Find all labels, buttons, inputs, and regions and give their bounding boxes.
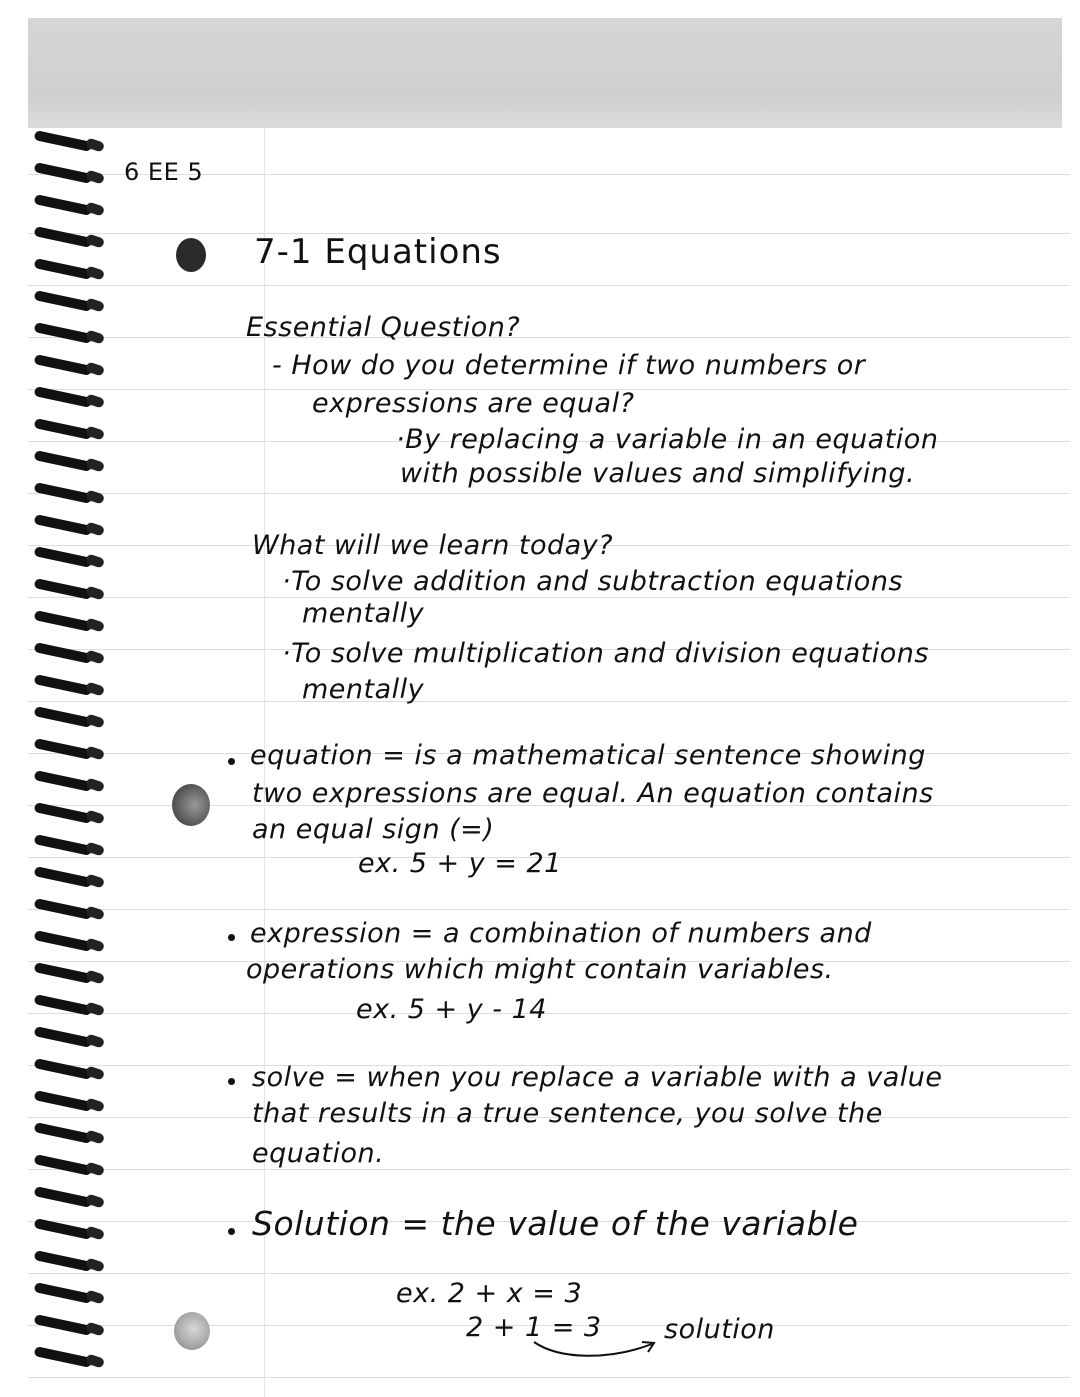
punch-hole-middle [172, 784, 210, 826]
learn-item-2-line-2: mentally [302, 674, 425, 705]
learn-heading: What will we learn today? [252, 530, 614, 561]
equation-example: ex. 5 + y = 21 [358, 848, 562, 879]
essential-question-line-1: - How do you determine if two numbers or [272, 350, 866, 381]
solution-definition-line-1: Solution = the value of the variable [252, 1204, 859, 1243]
essential-question-line-2: expressions are equal? [312, 388, 635, 419]
scan-top-edge [28, 18, 1062, 130]
solution-arrow [530, 1330, 660, 1364]
expression-example: ex. 5 + y - 14 [356, 994, 547, 1025]
punch-hole-top [176, 238, 206, 272]
bullet-expression [228, 934, 235, 941]
bullet-solve [228, 1078, 235, 1085]
bullet-solution [228, 1228, 235, 1235]
equation-definition-line-1: equation = is a mathematical sentence showing [250, 740, 926, 771]
punch-hole-bottom [174, 1312, 210, 1350]
learn-item-2-line-1: ·To solve multiplication and division equations [282, 638, 929, 669]
equation-definition-line-3: an equal sign (=) [252, 814, 495, 845]
solution-example-1: ex. 2 + x = 3 [396, 1278, 583, 1309]
essential-question-heading: Essential Question? [246, 312, 521, 343]
solve-definition-line-2: that results in a true sentence, you solve the [252, 1098, 883, 1129]
expression-definition-line-1: expression = a combination of numbers and [250, 918, 872, 949]
bullet-equation [228, 758, 235, 765]
learn-item-1-line-1: ·To solve addition and subtraction equations [282, 566, 903, 597]
solve-definition-line-1: solve = when you replace a variable with a value [252, 1062, 943, 1093]
solution-example-2: 2 + 1 = 3 [466, 1312, 602, 1343]
solution-label: solution [664, 1314, 775, 1345]
solve-definition-line-3: equation. [252, 1138, 385, 1169]
equation-definition-line-2: two expressions are equal. An equation contains [252, 778, 934, 809]
spiral-binding [34, 130, 114, 1397]
essential-answer-line-2: with possible values and simplifying. [400, 458, 916, 489]
page-title: 7-1 Equations [254, 232, 502, 272]
essential-answer-line-1: ·By replacing a variable in an equation [396, 424, 939, 455]
expression-definition-line-2: operations which might contain variables. [246, 954, 834, 985]
learn-item-1-line-2: mentally [302, 598, 425, 629]
standard-code: 6 EE 5 [124, 158, 204, 186]
